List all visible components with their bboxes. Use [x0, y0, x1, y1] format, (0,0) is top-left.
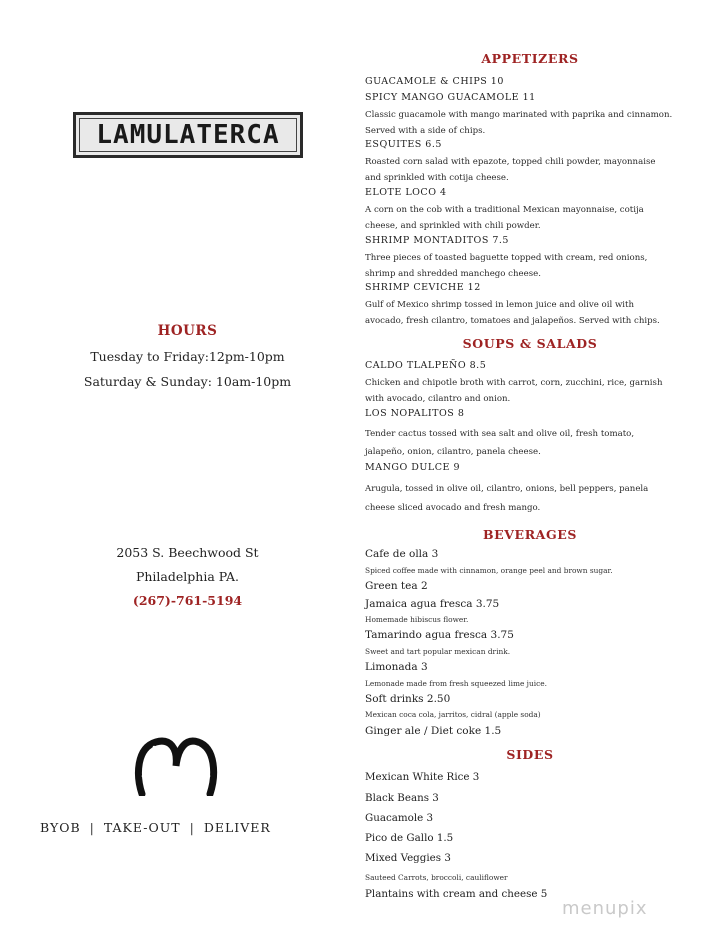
- item-description: Mexican coca cola, jarritos, cidral (apple soda): [365, 710, 541, 719]
- desc-line: Arugula, tossed in olive oil, cilantro, onions, bell peppers, panela: [365, 484, 649, 494]
- desc-line: Chicken and chipotle broth with carrot, corn, zucchini, rice, garnish: [365, 378, 663, 388]
- menu-item: CALDO TLALPEÑO 8.5: [365, 360, 487, 371]
- service-deliver: DELIVER: [203, 820, 271, 835]
- menu-item: Guacamole 3: [365, 812, 434, 824]
- address-city: Philadelphia PA.: [135, 569, 240, 584]
- menu-item: ELOTE LOCO 4: [365, 187, 447, 198]
- desc-line: Three pieces of toasted baguette topped with cream, red onions,: [365, 253, 648, 263]
- menu-item: ESQUITES 6.5: [365, 139, 442, 150]
- logo-text: LAMULATERCA: [96, 120, 280, 150]
- item-description: Lemonade made from fresh squeezed lime juice.: [365, 679, 547, 688]
- menu-item: Plantains with cream and cheese 5: [365, 888, 548, 900]
- desc-line: A corn on the cob with a traditional Mexican mayonnaise, cotija: [365, 205, 644, 215]
- item-description: [365, 250, 695, 282]
- menu-item: Green tea 2: [365, 580, 428, 592]
- item-description: Sauteed Carrots, broccoli, cauliflower: [365, 873, 508, 882]
- desc-line: Tender cactus tossed with sea salt and olive oil, fresh tomato,: [365, 429, 635, 439]
- menu-item: SPICY MANGO GUACAMOLE 11: [365, 92, 536, 103]
- desc-line: Served with a side of chips.: [365, 126, 486, 136]
- menu-column: [365, 0, 695, 942]
- address-street: 2053 S. Beechwood St: [116, 545, 259, 560]
- menu-item: Tamarindo agua fresca 3.75: [365, 629, 514, 641]
- desc-line: cheese, and sprinkled with chili powder.: [365, 221, 541, 231]
- horseshoe-icon: [134, 736, 218, 796]
- sides-title: SIDES: [506, 747, 554, 762]
- menu-item: Soft drinks 2.50: [365, 693, 451, 705]
- menu-item: Jamaica agua fresca 3.75: [365, 598, 500, 610]
- item-description: [365, 297, 695, 329]
- item-description: Spiced coffee made with cinnamon, orange peel and brown sugar.: [365, 566, 613, 575]
- menu-item: Pico de Gallo 1.5: [365, 832, 454, 844]
- item-description: Sweet and tart popular mexican drink.: [365, 647, 511, 656]
- service-options: [40, 820, 340, 835]
- watermark: menupix: [562, 898, 648, 919]
- item-description: [365, 480, 695, 518]
- desc-line: shrimp and shredded manchego cheese.: [365, 269, 541, 279]
- phone-number[interactable]: (267)-761-5194: [132, 593, 243, 608]
- soups-title: SOUPS & SALADS: [462, 336, 598, 351]
- item-description: [365, 425, 695, 461]
- menu-item: Mixed Veggies 3: [365, 852, 451, 864]
- menu-item: Cafe de olla 3: [365, 548, 439, 560]
- menu-item: Mexican White Rice 3: [365, 771, 480, 783]
- menu-item: LOS NOPALITOS 8: [365, 408, 465, 419]
- beverages-title: BEVERAGES: [482, 527, 578, 542]
- desc-line: with avocado, cilantro and onion.: [365, 394, 511, 404]
- hours-weekday: Tuesday to Friday:12pm-10pm: [90, 349, 285, 364]
- desc-line: jalapeño, onion, cilantro, panela cheese.: [365, 447, 541, 457]
- desc-line: cheese sliced avocado and fresh mango.: [365, 503, 541, 513]
- hours-title: HOURS: [157, 323, 218, 339]
- item-description: Homemade hibiscus flower.: [365, 615, 469, 624]
- service-takeout: TAKE-OUT: [103, 820, 181, 835]
- separator: |: [89, 820, 95, 835]
- desc-line: and sprinkled with cotija cheese.: [365, 173, 509, 183]
- item-description: [365, 107, 695, 139]
- menu-item: GUACAMOLE & CHIPS 10: [365, 76, 504, 87]
- item-description: [365, 202, 695, 234]
- menu-item: SHRIMP CEVICHE 12: [365, 282, 481, 293]
- desc-line: Classic guacamole with mango marinated with paprika and cinnamon.: [365, 110, 673, 120]
- desc-line: avocado, fresh cilantro, tomatoes and jalapeños. Served with chips.: [365, 316, 660, 326]
- menu-item: Limonada 3: [365, 661, 428, 673]
- separator: |: [189, 820, 195, 835]
- menu-item: SHRIMP MONTADITOS 7.5: [365, 235, 509, 246]
- info-column: [0, 0, 345, 942]
- appetizers-title: APPETIZERS: [481, 51, 579, 66]
- desc-line: Gulf of Mexico shrimp tossed in lemon juice and olive oil with: [365, 300, 635, 310]
- desc-line: Roasted corn salad with epazote, topped chili powder, mayonnaise: [365, 157, 656, 167]
- item-description: [365, 375, 695, 407]
- restaurant-logo: [73, 112, 303, 158]
- menu-item: Black Beans 3: [365, 792, 439, 804]
- menu-item: Ginger ale / Diet coke 1.5: [365, 725, 502, 737]
- menu-item: MANGO DULCE 9: [365, 462, 460, 473]
- hours-weekend: Saturday & Sunday: 10am-10pm: [83, 374, 292, 389]
- service-byob: BYOB: [40, 820, 81, 835]
- item-description: [365, 154, 695, 186]
